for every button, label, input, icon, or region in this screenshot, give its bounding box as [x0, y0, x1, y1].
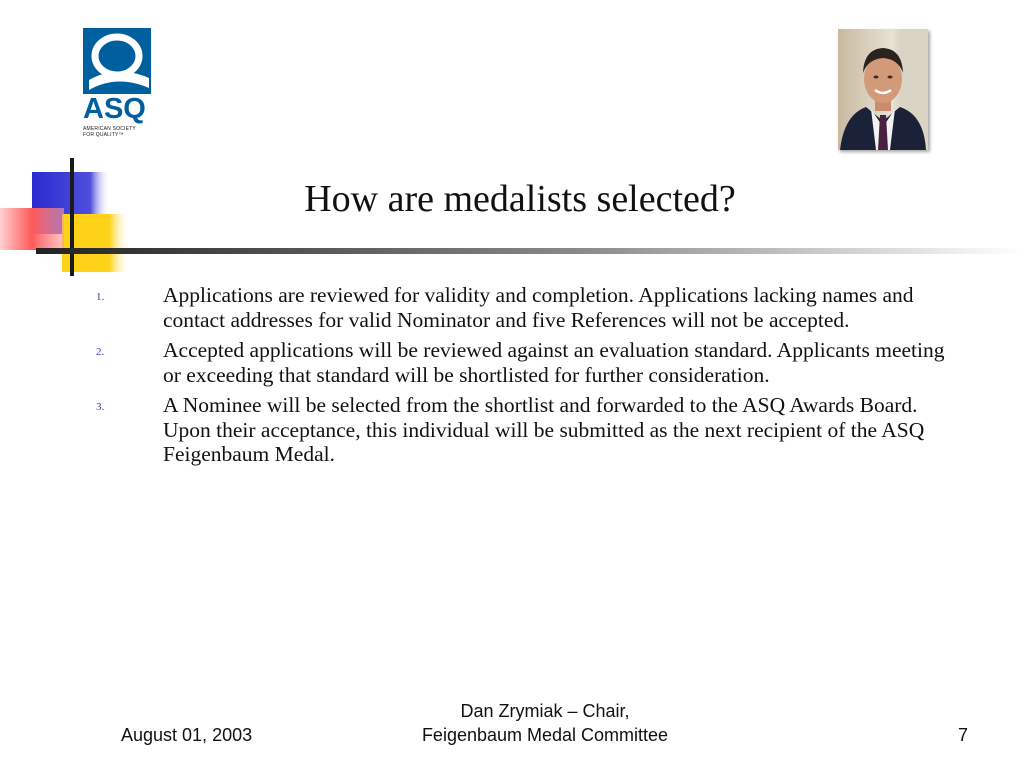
list-item	[0, 338, 1024, 387]
list-item-number: 3.	[96, 401, 105, 413]
list-item-number: 1.	[96, 291, 105, 303]
list-item-text: A Nominee will be selected from the shortlist and forwarded to the ASQ Awards Board. Upon their acceptance, this individual will be submitted as the next recipient of the ASQ Feigenbaum Medal.	[163, 393, 925, 466]
portrait	[838, 29, 928, 150]
footer-date: August 01, 2003	[121, 725, 253, 745]
portrait-photo-icon	[838, 29, 928, 150]
footer-committee: Feigenbaum Medal Committee	[421, 725, 669, 745]
list-item	[0, 393, 1024, 467]
numbered-list	[0, 283, 1024, 473]
list-item-number: 2.	[96, 346, 105, 358]
logo-name: ASQ	[83, 93, 146, 125]
asq-logo-icon	[83, 28, 151, 94]
footer-presenter-name: Dan Zrymiak – Chair,	[460, 701, 630, 721]
page-number: 7	[958, 725, 969, 745]
slide-title: How are medalists selected?	[304, 178, 736, 220]
footer-presenter	[380, 699, 710, 747]
list-item	[0, 283, 1024, 332]
list-item-text: Accepted applications will be reviewed against an evaluation standard. Applicants meeting or exceeding that standard will be shortlisted for further consideration.	[163, 338, 945, 387]
list-item-text: Applications are reviewed for validity and completion. Applications lacking names and contact addresses for valid Nominator and five References will not be accepted.	[163, 283, 914, 332]
asq-logo	[83, 28, 153, 138]
logo-tagline: AMERICAN SOCIETY FOR QUALITY™	[83, 126, 136, 138]
